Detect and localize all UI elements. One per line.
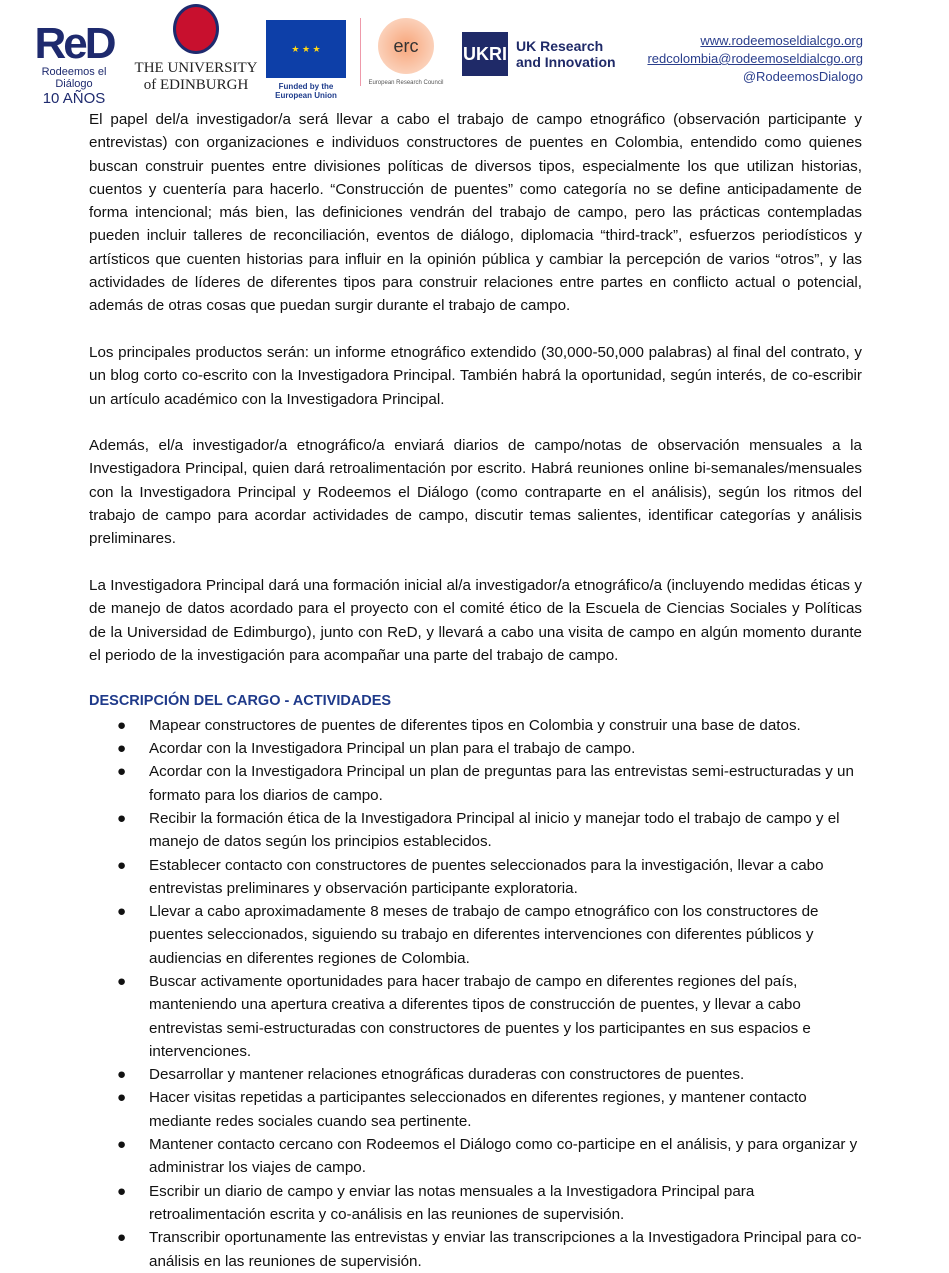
paragraph-products: Los principales productos serán: un informe etnográfico extendido (30,000-50,000 palabras) al final del contrato, y un blog corto co-escrito con la Investigadora Principal. También habrá la oportunidad, según interés, de co-escribir un artículo académico con la Investigadora Principal. bbox=[89, 343, 862, 408]
activity-text: Escribir un diario de campo y enviar las notas mensuales a la Investigadora Principal para retroalimentación escrita y co-análisis en las reuniones de supervisión. bbox=[149, 1182, 755, 1223]
document-body bbox=[89, 108, 862, 1273]
list-item bbox=[89, 1180, 862, 1227]
bullet-icon: ● bbox=[117, 716, 127, 734]
red-logo-years: 10 AÑOS bbox=[42, 90, 106, 107]
list-item bbox=[89, 1063, 862, 1086]
bullet-icon: ● bbox=[117, 740, 127, 758]
list-item bbox=[89, 900, 862, 970]
activity-text: Transcribir oportunamente las entrevistas y enviar las transcripciones a la Investigadora Principal para co-análisis en las reuniones de supervisión. bbox=[149, 1229, 862, 1270]
bullet-icon: ● bbox=[117, 903, 127, 921]
bullet-icon: ● bbox=[117, 1066, 127, 1084]
contact-info bbox=[647, 32, 863, 86]
activity-text: Mantener contacto cercano con Rodeemos el Diálogo como co-participe en el análisis, y para organizar y administrar los viajes de campo. bbox=[149, 1136, 858, 1177]
erc-logo bbox=[360, 18, 451, 86]
bullet-icon: ● bbox=[117, 763, 127, 781]
erc-caption: European Research Council bbox=[368, 80, 444, 86]
paragraph-role: El papel del/a investigador/a será llevar a cabo el trabajo de campo etnográfico (observación participante y entrevistas) con organizaciones e individuos constructores de puentes en Colombia, entendido como quienes buscan construir puentes entre divisiones políticas de diversos tipos, especialmente los que utilizan historias, cuentos y cuentería para hacerlo. “Construcción de puentes” como categoría no se define anticipadamente de forma intencional; más bien, las definiciones vendrán del trabajo de campo, pero las prácticas contempladas pueden incluir talleres de reconciliación, eventos de diálogo, diplomacia “third-track”, esfuerzos periodísticos y artísticos que cuenten historias para influir en la opinión pública y cambiar la percepción de varios “otros”, y las actividades de líderes de diferentes tipos para construir relaciones entre partes en conflicto actual o potencial, además de otras cosas que puedan surgir durante el trabajo de campo. bbox=[89, 111, 862, 315]
list-item bbox=[89, 1086, 862, 1133]
activity-text: Acordar con la Investigadora Principal un plan de preguntas para las entrevistas semi-estructuradas y un formato para los diarios de campo. bbox=[149, 763, 854, 804]
bullet-icon: ● bbox=[117, 1136, 127, 1154]
bullet-icon: ● bbox=[117, 856, 127, 874]
list-item bbox=[89, 1133, 862, 1180]
list-item bbox=[89, 737, 862, 760]
ukri-mark: UKRI bbox=[462, 32, 508, 76]
list-item bbox=[89, 970, 862, 1063]
ukri-text: UK Research and Innovation bbox=[516, 38, 616, 70]
activity-text: Acordar con la Investigadora Principal un plan para el trabajo de campo. bbox=[149, 740, 636, 758]
eu-flag-icon: ★ ★ ★ bbox=[266, 20, 346, 78]
activity-text: Hacer visitas repetidas a participantes seleccionados en diferentes regiones, y mantener contacto mediante redes sociales cuando sea pertinente. bbox=[149, 1089, 807, 1130]
activities-list bbox=[89, 714, 862, 1273]
eu-caption: Funded by the European Union bbox=[275, 82, 337, 100]
red-logo-mark: ReD bbox=[34, 19, 114, 68]
bullet-icon: ● bbox=[117, 1182, 127, 1200]
activity-text: Establecer contacto con constructores de puentes seleccionados para la investigación, llevar a cabo entrevistas preliminares y observación participante exploratoria. bbox=[149, 856, 824, 897]
bullet-icon: ● bbox=[117, 809, 127, 827]
email-link[interactable]: redcolombia@rodeemoseldialcgo.org bbox=[647, 51, 863, 66]
list-item bbox=[89, 1226, 862, 1273]
paragraph-training: La Investigadora Principal dará una formación inicial al/a investigador/a etnográfico/a (incluyendo medidas éticas y de manejo de datos acordado para el proyecto con el comité ético de la Escuela de Ciencias Sociales y Políticas de la Universidad de Edimburgo), junto con ReD, y llevará a cabo una visita de campo en algún momento durante el periodo de la investigación para acompañar una parte del trabajo de campo. bbox=[89, 576, 862, 664]
edinburgh-name-line1: THE UNIVERSITY bbox=[134, 60, 258, 76]
website-link[interactable]: www.rodeemoseldialcgo.org bbox=[700, 33, 863, 48]
erc-mark: erc bbox=[378, 18, 434, 74]
bullet-icon: ● bbox=[117, 972, 127, 990]
list-item bbox=[89, 714, 862, 737]
paragraph-field-notes: Además, el/a investigador/a etnográfico/a enviará diarios de campo/notas de observación mensuales a la Investigadora Principal, quien dará retroalimentación por escrito. Habrá reuniones online bi-semanales/mensuales con la Investigadora Principal y Rodeemos el Diálogo (como contraparte en el análisis), según los ritmos del trabajo de campo para acordar actividades de campo, discutir temas salientes, identificar categorías y análisis preliminares. bbox=[89, 437, 862, 548]
eu-logo bbox=[266, 20, 346, 100]
section-heading: DESCRIPCIÓN DEL CARGO - ACTIVIDADES bbox=[89, 693, 392, 710]
bullet-icon: ● bbox=[117, 1089, 127, 1107]
ukri-logo bbox=[462, 32, 626, 76]
red-logo bbox=[24, 19, 124, 107]
activity-text: Recibir la formación ética de la Investigadora Principal al inicio y manejar todo el trabajo de campo y el manejo de datos según los principios establecidos. bbox=[149, 809, 840, 851]
edinburgh-name-line2: of EDINBURGH bbox=[143, 77, 249, 93]
list-item bbox=[89, 854, 862, 901]
activity-text: Llevar a cabo aproximadamente 8 meses de trabajo de campo etnográfico con los constructores de puentes seleccionados, siguiendo su trabajo en diferentes intervenciones con diferentes públicos y audiencias en diferentes regiones de Colombia. bbox=[149, 903, 819, 967]
red-logo-subtitle: Rodeemos el Diálogo bbox=[41, 66, 107, 90]
letterhead bbox=[0, 0, 949, 108]
list-item bbox=[89, 760, 862, 807]
list-item bbox=[89, 807, 862, 854]
activity-text: Mapear constructores de puentes de diferentes tipos en Colombia y construir una base de datos. bbox=[149, 716, 801, 734]
edinburgh-crest-icon bbox=[173, 4, 219, 54]
activity-text: Desarrollar y mantener relaciones etnográficas duraderas con constructores de puentes. bbox=[149, 1066, 745, 1084]
bullet-icon: ● bbox=[117, 1229, 127, 1247]
twitter-handle: @RodeemosDialogo bbox=[742, 69, 863, 84]
activity-text: Buscar activamente oportunidades para hacer trabajo de campo en diferentes regiones del país, manteniendo una apertura creativa a diferentes tipos de construcción de puentes, y llevar a cabo entrevistas semi-estructuradas con constructores de puentes y los participantes en sus espacios e intervenciones. bbox=[149, 972, 811, 1060]
edinburgh-logo bbox=[132, 4, 260, 94]
